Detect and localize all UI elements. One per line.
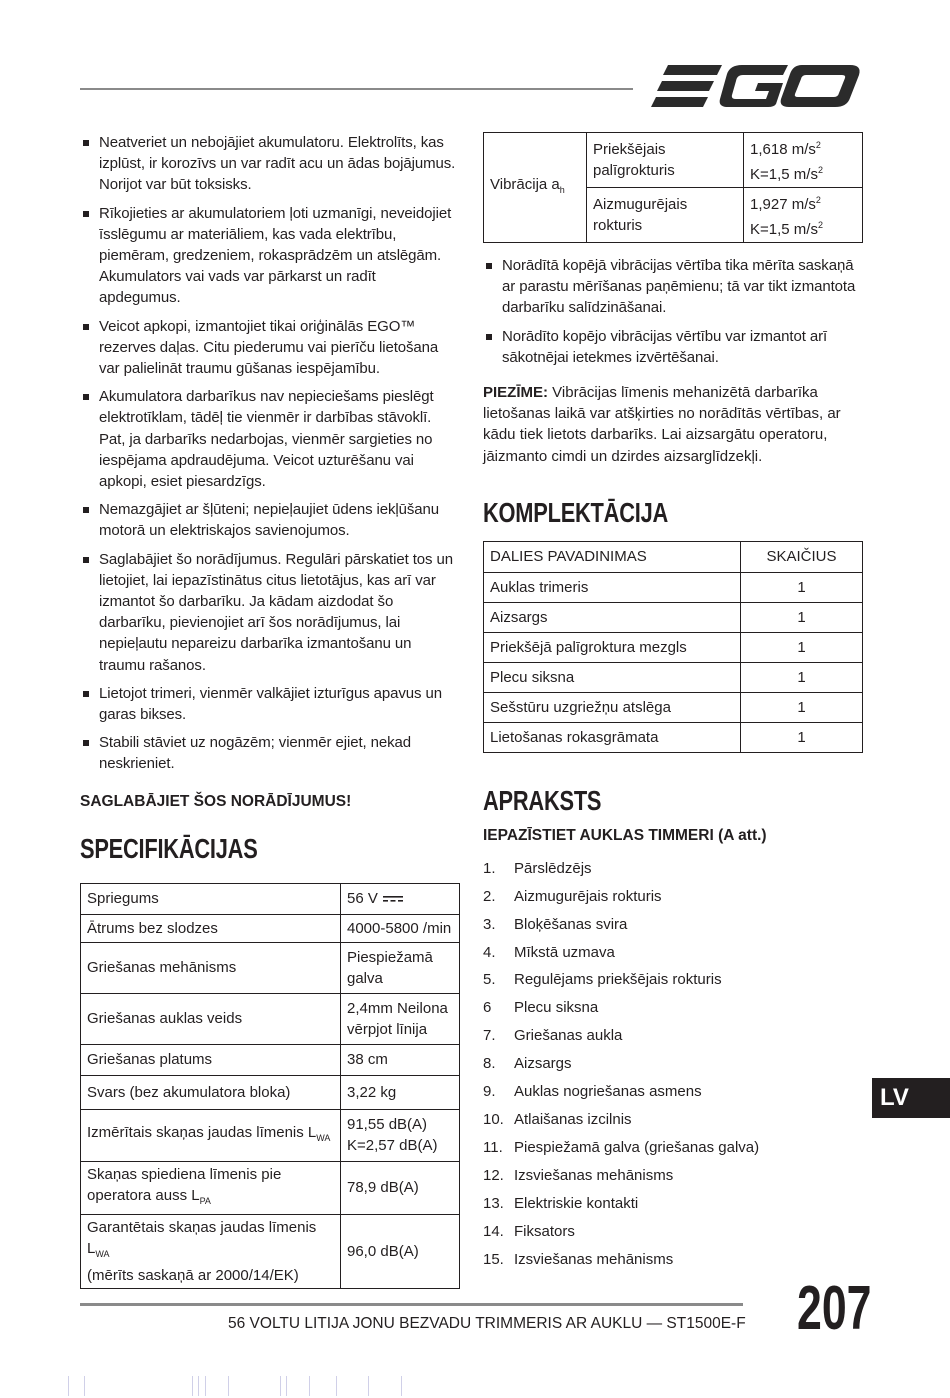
bullet-square-icon	[83, 394, 89, 400]
vibration-notes	[483, 255, 863, 368]
table-row	[81, 1214, 460, 1288]
list-item: 10. Atlaišanas izcilnis	[483, 1110, 632, 1128]
list-item: 11. Piespiežamā galva (griešanas galva)	[483, 1138, 760, 1156]
list-item: 12. Izsviešanas mehānisms	[483, 1166, 674, 1184]
list-item: Veicot apkopi, izmantojiet tikai oriģinālās EGO™ rezerves daļas. Citu piederumu vai pierīču lietošana var palielināt traumu gūšanas iespējamību.	[80, 316, 460, 380]
list-item: 1. Pārslēdzējs	[483, 859, 592, 877]
spec-value: 56 V	[341, 883, 460, 914]
bullet-square-icon	[83, 557, 89, 563]
spec-label: Griešanas mehānisms	[81, 942, 341, 993]
table-row	[81, 1109, 460, 1161]
spec-value: 3,22 kg	[341, 1075, 460, 1109]
list-item: 6 Plecu siksna	[483, 999, 599, 1017]
spec-value: 38 cm	[341, 1044, 460, 1075]
table-row	[81, 914, 460, 942]
bullet-square-icon	[486, 334, 492, 340]
spec-value: 96,0 dB(A)	[341, 1214, 460, 1288]
list-item: Akumulatora darbarīkus nav nepieciešams pieslēgt elektrotīklam, tādēļ tie vienmēr ir darbības stāvoklī. Pat, ja darbarīks nedarbojas, vienmēr sargieties no iespējama apdraudējuma. Veicot uzturēšanu vai apkopi, esiet piesardzīgs.	[80, 386, 460, 492]
vibration-value: 1,618 $m/s^2$ K=1,5 $m/s^2$	[744, 133, 863, 188]
description-heading: APRAKSTS	[483, 784, 602, 816]
spec-table	[80, 883, 460, 1289]
vibration-part: Aizmugurējais rokturis	[587, 188, 744, 243]
table-row	[81, 1075, 460, 1109]
table-row: Aizsargs 1	[484, 602, 863, 632]
spec-value: 91,55 dB(A) K=2,57 dB(A)	[341, 1109, 460, 1161]
list-item: Stabili stāviet uz nogāzēm; vienmēr ejiet, nekad neskrieniet.	[80, 732, 460, 774]
bullet-square-icon	[83, 507, 89, 513]
list-item: 7. Griešanas aukla	[483, 1027, 623, 1045]
spec-label: Svars (bez akumulatora bloka)	[81, 1075, 341, 1109]
table-row	[81, 942, 460, 993]
safety-list	[80, 132, 460, 775]
table-row	[81, 993, 460, 1044]
language-tab: LV	[872, 1078, 950, 1118]
parts-list	[483, 855, 863, 1274]
bullet-square-icon	[83, 740, 89, 746]
bullet-square-icon	[83, 211, 89, 217]
spec-label: Ātrums bez slodzes	[81, 914, 341, 942]
list-item: Lietojot trimeri, vienmēr valkājiet izturīgus apavus un garas bikses.	[80, 683, 460, 725]
spec-label: Garantētais skaņas jaudas līmenis $L_{WA}$ (mērīts saskaņā ar 2000/14/EK)	[81, 1214, 341, 1288]
table-row	[484, 133, 863, 188]
list-item: 4. Mīkstā uzmava	[483, 943, 615, 961]
spec-label: Izmērītais skaņas jaudas līmenis $L_{WA}$	[81, 1109, 341, 1161]
spec-heading: SPECIFIKĀCIJAS	[80, 832, 258, 864]
right-column	[483, 132, 863, 1273]
bullet-square-icon	[83, 324, 89, 330]
list-item: 14. Fiksators	[483, 1222, 575, 1240]
table-row: Priekšējā palīgroktura mezgls 1	[484, 632, 863, 662]
ego-logo	[650, 62, 862, 115]
spec-label: Spriegums	[81, 883, 341, 914]
table-row: Plecu siksna 1	[484, 662, 863, 692]
bullet-square-icon	[486, 263, 492, 269]
kit-table	[483, 541, 863, 753]
header-rule	[80, 88, 633, 90]
description-subheading: IEPAZĪSTIET AUKLAS TIMMERI (A att.)	[483, 826, 767, 844]
table-header-row	[484, 541, 863, 572]
bullet-square-icon	[83, 140, 89, 146]
spec-value: Piespiežamā galva	[341, 942, 460, 993]
print-marks	[68, 1376, 468, 1396]
spec-label: Griešanas platums	[81, 1044, 341, 1075]
table-row	[81, 1044, 460, 1075]
list-item: Norādītā kopējā vibrācijas vērtība tika mērīta saskaņā ar parastu mērīšanas paņēmienu; tā var tikt izmantota darbarīku salīdzināšanai.	[483, 255, 863, 319]
list-item: Saglabājiet šo norādījumus. Regulāri pārskatiet tos un lietojiet, lai iepazīstinātus citus lietotājus, kas arī var izmantot šo darbarīku. Ja kādam aizdodat šo darbarīku, pievienojiet arī šos norādījumus, lai nepieļautu nepareizu darbarīka izmantošanu un traumu rašanos.	[80, 549, 460, 676]
list-item: 2. Aizmugurējais rokturis	[483, 887, 662, 905]
spec-value: 2,4mm Neilona vērpjot līnija	[341, 993, 460, 1044]
list-item: 9. Auklas nogriešanas asmens	[483, 1083, 702, 1101]
bullet-square-icon	[83, 691, 89, 697]
list-item: Neatveriet un nebojājiet akumulatoru. Elektrolīts, kas izplūst, ir korozīvs un var radīt acu un ādas bojājumus. Norijot var būt toksisks.	[80, 132, 460, 196]
list-item: 13. Elektriskie kontakti	[483, 1194, 639, 1212]
list-item: 15. Izsviešanas mehānisms	[483, 1250, 674, 1268]
list-item: 5. Regulējams priekšējais rokturis	[483, 971, 722, 989]
spec-value: 4000-5800 /min	[341, 914, 460, 942]
vibration-part: Priekšējais palīgrokturis	[587, 133, 744, 188]
column-header: DALIES PAVADINIMAS	[484, 541, 741, 572]
list-item: 8. Aizsargs	[483, 1055, 572, 1073]
list-item: Nemazgājiet ar šļūteni; nepieļaujiet ūdens iekļūšanu motorā un elektriskajos savienojumos.	[80, 499, 460, 541]
table-row: Auklas trimeris 1	[484, 572, 863, 602]
save-instructions-notice: SAGLABĀJIET ŠOS NORĀDĪJUMUS!	[80, 792, 352, 810]
page-number: 207	[797, 1274, 872, 1343]
table-row: Sešstūru uzgriežņu atslēga 1	[484, 692, 863, 722]
spec-label: Griešanas auklas veids	[81, 993, 341, 1044]
vibration-label: Vibrācija $a_h$	[484, 133, 587, 243]
list-item: 3. Bloķēšanas svira	[483, 915, 628, 933]
dc-symbol-icon	[382, 894, 404, 904]
vibration-table	[483, 132, 863, 243]
spec-value: 78,9 dB(A)	[341, 1161, 460, 1214]
column-header: SKAIČIUS	[741, 541, 863, 572]
note-paragraph: PIEZĪME: Vibrācijas līmenis mehanizētā darbarīka lietošanas laikā var atšķirties no norādītās vērtības, ar kādu tiek lietots darbarīks. Lai aizsargātu operatoru, jāizmanto cimdi un dzirdes aizsarglīdzekļi.	[483, 384, 841, 465]
table-row	[81, 1161, 460, 1214]
kit-heading: KOMPLEKTĀCIJA	[483, 496, 669, 528]
spec-label: Skaņas spiediena līmenis pie operatora auss $L_{PA}$	[81, 1161, 341, 1214]
list-item: Norādīto kopējo vibrācijas vērtību var izmantot arī sākotnējai ietekmes izvērtēšanai.	[483, 326, 863, 368]
footer-rule	[80, 1303, 743, 1306]
left-column	[80, 132, 460, 1289]
table-row: Lietošanas rokasgrāmata 1	[484, 722, 863, 752]
footer-title: 56 VOLTU LITIJA JONU BEZVADU TRIMMERIS AR AUKLU — ST1500E-F	[228, 1315, 746, 1332]
table-row	[81, 883, 460, 914]
list-item: Rīkojieties ar akumulatoriem ļoti uzmanīgi, neveidojiet īsslēgumu ar materiāliem, kas vada elektrību, piemēram, gredzeniem, rokasprādzēm un atslēgām. Akumulators vai vads var pārkarst un radīt apdegumus.	[80, 203, 460, 309]
vibration-value: 1,927 $m/s^2$ K=1,5 $m/s^2$	[744, 188, 863, 243]
